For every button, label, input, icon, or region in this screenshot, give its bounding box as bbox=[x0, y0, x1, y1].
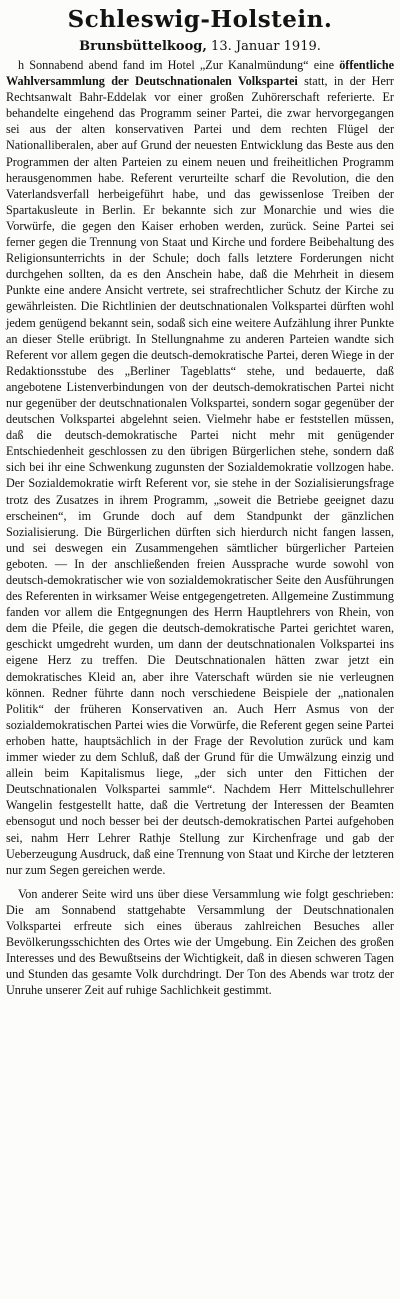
paragraph-1-lead: h Sonnabend abend fand im Hotel „Zur Kanalmündung“ eine bbox=[18, 58, 335, 72]
dateline-place: Brunsbüttelkoog, bbox=[79, 39, 207, 54]
dateline-date: 13. Januar 1919. bbox=[211, 39, 321, 54]
paragraph-gap bbox=[6, 878, 394, 886]
section-headline: Schleswig-Holstein. bbox=[67, 6, 333, 33]
article-paragraph-1 bbox=[6, 57, 394, 878]
dateline bbox=[6, 38, 394, 56]
article-paragraph-2: Von anderer Seite wird uns über diese Versammlung wie folgt geschrieben: Die am Sonnabend stattgehabte Versammlung der Deutschnationalen Volkspartei erfreute sich eines überaus zahlreichen Besuches aller Bevölkerungsschichten des Ortes wie der Umgebung. Ein Zeichen des großen Interesses und des Bewußtseins der Wichtigkeit, daß in diesen schweren Tagen und Stunden das gesamte Volk durchdringt. Der Ton des Abends war trotz der Unruhe unserer Zeit auf ruhige Sachlichkeit gestimmt. bbox=[6, 886, 394, 998]
paragraph-1-body: statt, in der Herr Rechtsanwalt Bahr-Eddelak vor einer großen Zuhörerschaft referierte. Er behandelte eingehend das Programm seiner Partei, die zwar hervorgegangen sei aus der alten konservativen Partei und dem rechten Flügel der Nationalliberalen, aber auf Grund der neuesten Entwicklung das Beste aus den Programmen der alten Parteien zu einem neuen und freiheitlichen Programm herausgenommen habe. Referent verurteilte scharf die Revolution, die den Vaterlandsverfall herbeigeführt habe, und das gewissenlose Treiben der Spartakusleute in Berlin. Er bekannte sich zur Monarchie und wies die Vorwürfe, die gegen den Kaiser erhoben werden, zurück. Seine Partei sei ferner gegen die Trennung von Staat und Kirche und fordere Beibehaltung des Religionsunterrichts in der Schule; doch falls letztere Forderungen nicht durchgehen sollten, da es den Anschein habe, daß die Mehrheit in diesem Punkte eine andere Ansicht vertrete, sei strafrechtlicher Schutz der Kirche zu gewährleisten. Die Richtlinien der deutschnationalen Volkspartei dürften wohl jedem genügend bekannt sein, sodaß sich eine weitere Aufzählung ihrer Punkte an dieser Stelle erübrigt. In Stellungnahme zu anderen Parteien wandte sich Referent vor allem gegen die deutsch-demokratische Partei, deren Wiege in der Redaktionsstube des „Berliner Tageblatts“ stehe, und bedauerte, daß angebotene Listenverbindungen von der deutsch-demokratischen Partei nicht nur gegenüber der deutschnationalen Volkspartei, sondern sogar gegenüber der deutschen Volkspartei abgelehnt seien. Vielmehr habe er feststellen müssen, daß die deutsch-demokratische Partei nicht mehr mit genügender Entschiedenheit geschlossen zu den übrigen Bürgerlichen stehe, sondern daß sich bei ihr eine Schwenkung zugunsten der Sozialdemokratie vollzogen habe. Der Sozialdemokratie wirft Referent vor, sie stehe in der Sozialisierungsfrage trotz des Zusatzes in ihrem Programm, „soweit die Betriebe geeignet dazu erscheinen“, im Grunde doch auf dem Standpunkt der gänzlichen Sozialisierung. Die Bürgerlichen dürften sich hierdurch nicht fangen lassen, und sei deswegen ein Zusammengehen sämtlicher bürgerlicher Parteien geboten. — In der anschließenden freien Aussprache wurde sowohl von deutsch-demokratischer wie von sozialdemokratischer Seite den Ausführungen des Referenten in wirksamer Weise entgegengetreten. Allgemeine Zustimmung fanden vor allem die Entgegnungen des Herrn Hauptlehrers von Rhein, von dem die Pfeile, die gegen die deutsch-demokratische Partei gerichtet waren, geschickt umgedreht wurden, um dann der deutschnationalen Volkspartei ins eigene Herz zu treffen. Die Deutschnationalen hätten zwar jetzt ein demokratisches Kleid an, aber ihre Vaterschaft würden sie nie verleugnen können. Redner führte dann noch verschiedene Beispiele der „nationalen Politik“ der früheren Konservativen an. Auch Herr Asmus von der sozialdemokratischen Partei wies die Vorwürfe, die Referent gegen seine Partei erhoben hatte, hauptsächlich in der Frage der Revolution zurück und kam immer wieder zu dem Schluß, daß der Grund für die Umwälzung einzig und allein beim Kapitalismus liege, „der sich unter den Fittichen der Deutschnationalen Volkspartei sammle“. Nachdem Herr Mittelschullehrer Wangelin festgestellt hatte, daß die Vertretung der Interessen der Beamten ebensogut und noch besser bei der deutsch-demokratischen Partei aufgehoben sei, nahm Herr Lehrer Rathje Stellung zur Kirchenfrage und gab der Ueberzeugung Ausdruck, daß eine Trennung von Staat und Kirche der letzteren nur zum Segen gereichen werde. bbox=[6, 74, 394, 877]
paragraph-1-bold-phrase: öffentliche Wahlversammlung der Deutschnationalen Volkspartei bbox=[6, 58, 395, 89]
